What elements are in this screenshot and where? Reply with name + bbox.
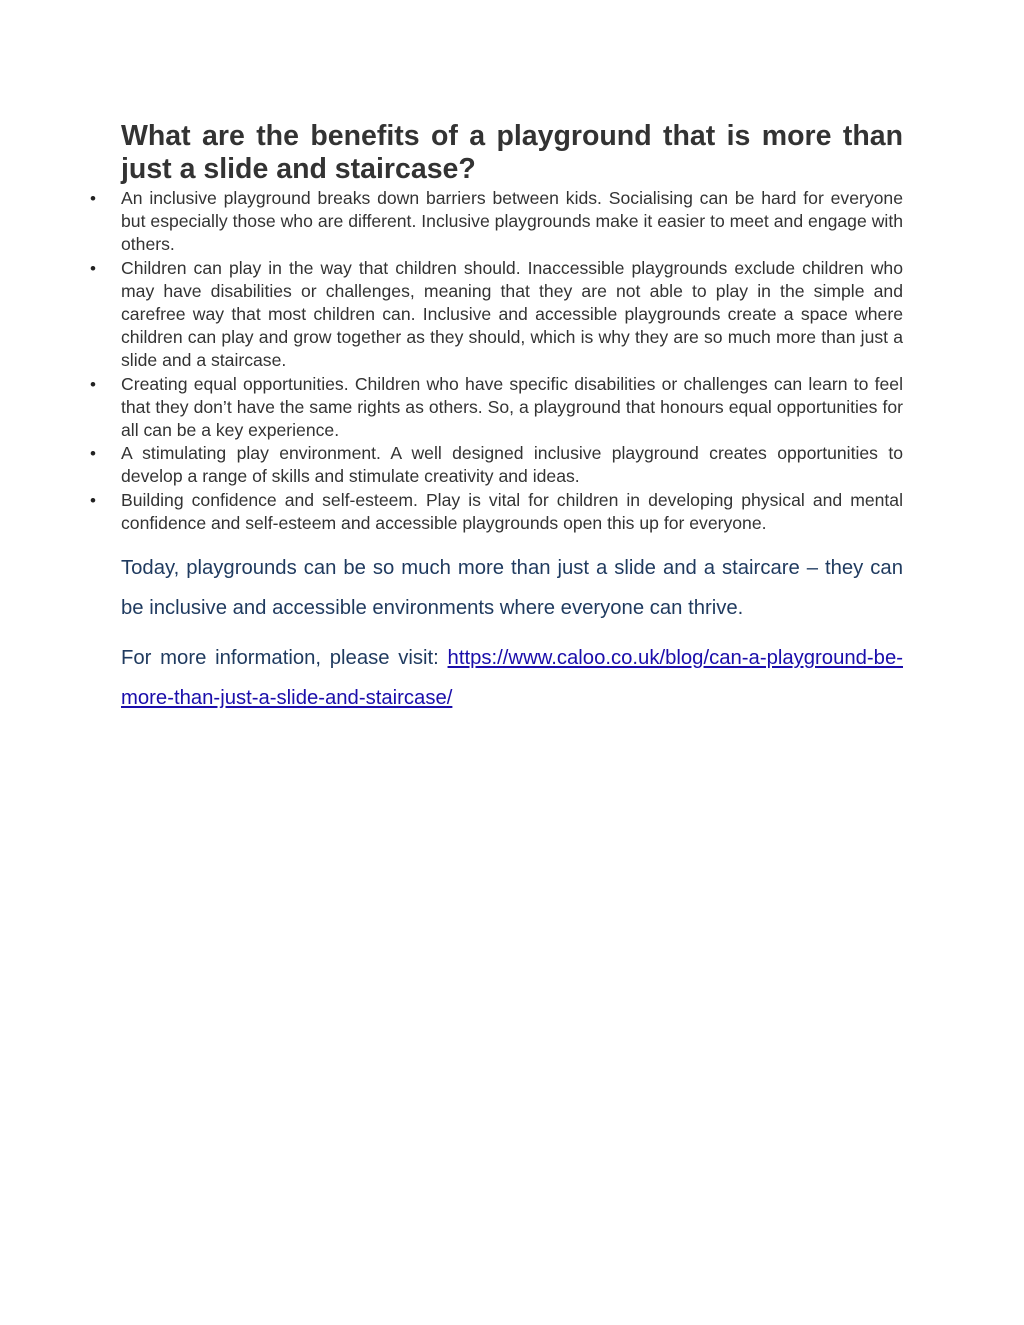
more-info-label: For more information, please visit: — [121, 647, 448, 670]
page-heading: What are the benefits of a playground that is more than just a slide and staircase? — [121, 120, 903, 185]
benefits-list — [121, 187, 903, 535]
benefit-item-2: • Children can play in the way that children should. Inaccessible playgrounds exclude children who may have disabilities or challenges, meaning that they are not able to play in the simple and carefree way that most children can. Inclusive and accessible playgrounds create a space where children can play and grow together as they should, which is why they are so much more than just a slide and a staircase. — [121, 257, 903, 373]
closing-paragraph: Today, playgrounds can be so much more than just a slide and a staircare – they can be inclusive and accessible environments where everyone can thrive. — [121, 557, 903, 619]
benefit-item-1: • An inclusive playground breaks down barriers between kids. Socialising can be hard for everyone but especially those who are different. Inclusive playgrounds make it easier to meet and engage with others. — [121, 187, 903, 257]
benefit-item-4: • A stimulating play environment. A well designed inclusive playground creates opportunities to develop a range of skills and stimulate creativity and ideas. — [121, 442, 903, 488]
document-page — [121, 120, 903, 718]
more-info-paragraph — [121, 639, 903, 718]
benefit-item-3: • Creating equal opportunities. Children who have specific disabilities or challenges can learn to feel that they don’t have the same rights as others. So, a playground that honours equal opportunities for all can be a key experience. — [121, 373, 903, 443]
blog-link[interactable]: https://www.caloo.co.uk/blog/can-a-playground-be-more-than-just-a-slide-and-staircase/ — [121, 647, 903, 709]
benefit-item-5: • Building confidence and self-esteem. Play is vital for children in developing physical and mental confidence and self-esteem and accessible playgrounds open this up for everyone. — [121, 489, 903, 535]
